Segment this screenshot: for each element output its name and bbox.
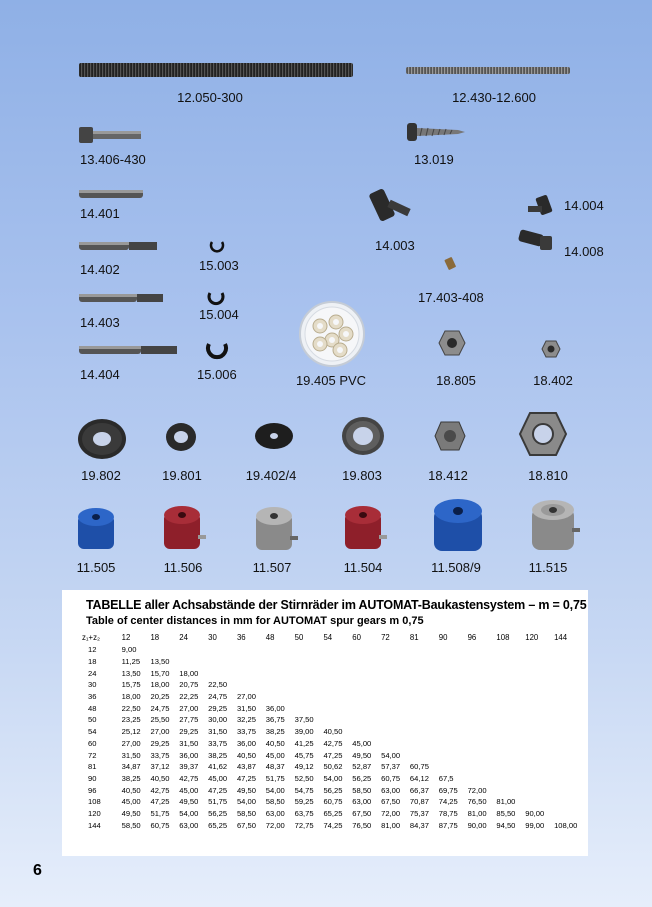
part-label: 12.050-300 <box>177 90 243 105</box>
distance-cell: 63,00 <box>179 820 199 830</box>
distance-cell: 81,00 <box>381 820 401 830</box>
distance-cell: 51,75 <box>265 773 285 783</box>
distance-cell: 87,75 <box>438 820 458 830</box>
distance-cell: 27,00 <box>236 692 256 702</box>
table-header-cell: 108 <box>496 633 510 642</box>
distance-cell: 25,12 <box>121 727 141 737</box>
table-header-cell: 24 <box>179 633 188 642</box>
distance-cell: 43,87 <box>236 762 256 772</box>
distance-cell: 72,00 <box>381 808 401 818</box>
table-row <box>82 691 588 703</box>
e-clip-medium <box>207 290 225 306</box>
distance-cell: 54,00 <box>323 773 343 783</box>
distance-cell: 42,75 <box>179 773 199 783</box>
distance-cell: 42,75 <box>150 785 170 795</box>
table-header-cell: 12 <box>121 633 131 642</box>
distance-cell: 54,75 <box>294 785 314 795</box>
distance-cell: 81,00 <box>467 808 487 818</box>
hub-blue-large <box>430 497 486 555</box>
washer-thin <box>253 420 295 452</box>
row-label-cell: 96 <box>88 785 97 795</box>
distance-cell: 36,00 <box>179 750 199 760</box>
distance-cell: 36,00 <box>265 703 285 713</box>
distance-cell: 47,25 <box>150 797 170 807</box>
distance-cell: 63,75 <box>294 808 314 818</box>
part-label: 12.430-12.600 <box>452 90 536 105</box>
e-clip-large <box>205 340 229 360</box>
part-label: 19.802 <box>81 468 121 483</box>
distance-cell: 84,37 <box>409 820 429 830</box>
distance-cell: 20,25 <box>150 692 170 702</box>
distance-cell: 29,25 <box>179 727 199 737</box>
hex-nut-large <box>518 411 568 457</box>
distance-cell: 38,25 <box>121 773 141 783</box>
row-label-cell: 144 <box>88 820 101 830</box>
hub-silver <box>252 504 300 554</box>
distance-cell: 36,00 <box>236 738 256 748</box>
distance-cell: 45,00 <box>179 785 199 795</box>
table-row <box>82 738 588 750</box>
washer-medium <box>164 421 198 453</box>
distance-cell: 54,00 <box>381 750 401 760</box>
axle-threaded <box>78 240 158 252</box>
row-label-cell: 50 <box>88 715 97 725</box>
part-label: 13.406-430 <box>80 152 146 167</box>
distance-cell: 32,25 <box>236 715 256 725</box>
distance-cell: 49,50 <box>121 808 141 818</box>
distance-cell: 48,37 <box>265 762 285 772</box>
distance-cell: 60,75 <box>409 762 429 772</box>
part-label: 14.402 <box>80 262 120 277</box>
pvc-box-with-washers <box>298 300 366 368</box>
distance-cell: 63,00 <box>381 785 401 795</box>
knurled-knob-small <box>526 194 560 220</box>
knurled-knob-large <box>368 186 414 228</box>
part-label: 18.805 <box>436 373 476 388</box>
distance-cell: 51,75 <box>150 808 170 818</box>
distance-cell: 50,62 <box>323 762 343 772</box>
distance-cell: 41,25 <box>294 738 314 748</box>
distance-cell: 52,87 <box>352 762 372 772</box>
distance-cell: 65,25 <box>208 820 228 830</box>
row-label-cell: 72 <box>88 750 97 760</box>
distance-cell: 9,00 <box>121 645 137 655</box>
distance-cell: 31,50 <box>236 703 256 713</box>
distance-cell: 31,50 <box>179 738 199 748</box>
table-header-cell: 81 <box>409 633 419 642</box>
distance-cell: 72,00 <box>467 785 487 795</box>
part-label: 11.506 <box>163 560 203 575</box>
row-label-cell: 36 <box>88 692 97 702</box>
distance-cell: 27,00 <box>150 727 170 737</box>
distance-cell: 49,50 <box>236 785 256 795</box>
table-row <box>82 644 588 656</box>
distance-cell: 57,37 <box>381 762 401 772</box>
distance-cell: 54,00 <box>236 797 256 807</box>
distance-cell: 36,75 <box>265 715 285 725</box>
distance-cell: 40,50 <box>121 785 141 795</box>
distance-cell: 75,37 <box>409 808 429 818</box>
part-label: 14.401 <box>80 206 120 221</box>
table-header-cell: 144 <box>554 633 568 642</box>
distance-cell: 54,00 <box>265 785 285 795</box>
distance-cell: 33,75 <box>150 750 170 760</box>
part-label: 19.803 <box>342 468 382 483</box>
table-row <box>82 808 588 820</box>
table-row <box>82 773 588 785</box>
distance-cell: 45,75 <box>294 750 314 760</box>
part-label: 18.412 <box>428 468 468 483</box>
table-header-cell: 54 <box>323 633 333 642</box>
distance-cell: 45,00 <box>208 773 228 783</box>
e-clip-small <box>209 239 225 253</box>
distance-cell: 74,25 <box>438 797 458 807</box>
cap-nut <box>433 420 467 452</box>
distance-cell: 85,50 <box>496 808 516 818</box>
distance-cell: 65,25 <box>323 808 343 818</box>
distance-cell: 63,00 <box>352 797 372 807</box>
table-row <box>82 702 588 714</box>
table-row <box>82 679 588 691</box>
distance-cell: 78,75 <box>438 808 458 818</box>
distance-cell: 13,50 <box>150 657 170 667</box>
distance-cell: 23,25 <box>121 715 141 725</box>
distance-cell: 11,25 <box>121 657 141 667</box>
distance-cell: 47,25 <box>208 785 228 795</box>
center-distance-table-panel <box>62 590 588 856</box>
distance-cell: 108,00 <box>554 820 578 830</box>
distance-cell: 40,50 <box>236 750 256 760</box>
distance-cell: 22,50 <box>208 680 228 690</box>
hex-nut-medium <box>438 330 466 356</box>
distance-cell: 49,12 <box>294 762 314 772</box>
distance-cell: 22,25 <box>179 692 199 702</box>
part-label: 14.404 <box>80 367 120 382</box>
distance-cell: 18,00 <box>121 692 141 702</box>
table-title-de: TABELLE aller Achsabstände der Stirnräder im AUTOMAT-Baukastensystem – m = 0,75 <box>86 598 587 612</box>
part-label: 14.003 <box>375 238 415 253</box>
distance-cell: 69,75 <box>438 785 458 795</box>
distance-cell: 72,00 <box>265 820 285 830</box>
distance-cell: 58,50 <box>121 820 141 830</box>
table-row <box>82 796 588 808</box>
distance-cell: 27,00 <box>179 703 199 713</box>
distance-cell: 31,50 <box>208 727 228 737</box>
distance-cell: 74,25 <box>323 820 343 830</box>
table-header-cell: 60 <box>352 633 361 642</box>
part-label: 18.810 <box>528 468 568 483</box>
row-label-cell: 90 <box>88 773 97 783</box>
part-label: 11.515 <box>528 560 568 575</box>
table-header-cell: 120 <box>525 633 539 642</box>
part-label: 19.402/4 <box>245 468 297 483</box>
distance-cell: 24,75 <box>150 703 170 713</box>
table-row <box>82 726 588 738</box>
distance-cell: 90,00 <box>525 808 545 818</box>
table-header-cell: 36 <box>236 633 246 642</box>
distance-cell: 15,70 <box>150 668 170 678</box>
distance-cell: 41,62 <box>208 762 228 772</box>
distance-cell: 56,25 <box>208 808 228 818</box>
distance-cell: 27,00 <box>121 738 141 748</box>
table-header-cell: 50 <box>294 633 304 642</box>
distance-cell: 72,75 <box>294 820 314 830</box>
distance-cell: 20,75 <box>179 680 199 690</box>
distance-cell: 34,87 <box>121 762 141 772</box>
distance-cell: 18,00 <box>179 668 199 678</box>
distance-cell: 40,50 <box>150 773 170 783</box>
distance-cell: 60,75 <box>323 797 343 807</box>
hub-silver-knurled <box>528 498 580 554</box>
row-label-cell: 120 <box>88 808 101 818</box>
threaded-rod-thin <box>405 66 571 76</box>
distance-cell: 66,37 <box>409 785 429 795</box>
distance-cell: 67,5 <box>438 773 454 783</box>
washer-large <box>76 417 128 461</box>
table-row <box>82 819 588 831</box>
table-header-cell: 96 <box>467 633 477 642</box>
part-label: 11.508/9 <box>431 560 481 575</box>
distance-cell: 63,00 <box>265 808 285 818</box>
row-label-cell: 18 <box>88 657 97 667</box>
distance-cell: 38,25 <box>265 727 285 737</box>
distance-cell: 40,50 <box>265 738 285 748</box>
part-label: 18.402 <box>533 373 573 388</box>
distance-cell: 18,00 <box>150 680 170 690</box>
table-row <box>82 656 588 668</box>
distance-cell: 60,75 <box>381 773 401 783</box>
distance-cell: 47,25 <box>323 750 343 760</box>
table-corner-cell: z₁+z₂ <box>82 633 101 642</box>
distance-cell: 31,50 <box>121 750 141 760</box>
table-row <box>82 761 588 773</box>
distance-cell: 15,75 <box>121 680 141 690</box>
page-number: 6 <box>33 862 42 879</box>
wood-screw <box>406 121 466 143</box>
distance-cell: 37,50 <box>294 715 314 725</box>
table-row <box>82 749 588 761</box>
distance-cell: 76,50 <box>352 820 372 830</box>
distance-cell: 94,50 <box>496 820 516 830</box>
distance-cell: 52,50 <box>294 773 314 783</box>
table-header-cell: 72 <box>381 633 390 642</box>
row-label-cell: 108 <box>88 797 101 807</box>
hub-red-medium <box>341 503 389 553</box>
part-label: 15.006 <box>197 367 237 382</box>
table-row <box>82 784 588 796</box>
hex-screw <box>78 125 142 145</box>
table-header-cell: 48 <box>265 633 275 642</box>
distance-cell: 49,50 <box>179 797 199 807</box>
distance-cell: 29,25 <box>208 703 228 713</box>
distance-cell: 39,00 <box>294 727 314 737</box>
distance-cell: 47,25 <box>236 773 256 783</box>
part-label: 19.801 <box>162 468 202 483</box>
hex-nut-small <box>541 340 561 358</box>
part-label: 14.008 <box>564 244 604 259</box>
row-label-cell: 48 <box>88 703 97 713</box>
distance-cell: 33,75 <box>236 727 256 737</box>
row-label-cell: 60 <box>88 738 97 748</box>
distance-cell: 67,50 <box>352 808 372 818</box>
part-label: 15.003 <box>199 258 239 273</box>
part-label: 19.405 PVC <box>295 373 367 388</box>
distance-cell: 37,12 <box>150 762 170 772</box>
distance-cell: 90,00 <box>467 820 487 830</box>
threaded-rod-long <box>78 61 354 79</box>
hub-blue-small <box>74 505 118 553</box>
distance-cell: 54,00 <box>179 808 199 818</box>
distance-cell: 40,50 <box>323 727 343 737</box>
part-label: 14.004 <box>564 198 604 213</box>
distance-cell: 24,75 <box>208 692 228 702</box>
distance-cell: 59,25 <box>294 797 314 807</box>
table-header-cell: 90 <box>438 633 448 642</box>
part-label: 17.403-408 <box>418 290 484 305</box>
table-header-cell: 18 <box>150 633 160 642</box>
distance-cell: 64,12 <box>409 773 429 783</box>
center-distance-table <box>82 631 588 831</box>
axle-long <box>78 344 178 356</box>
part-label: 14.403 <box>80 315 120 330</box>
part-label: 11.505 <box>76 560 116 575</box>
distance-cell: 58,50 <box>236 808 256 818</box>
distance-cell: 49,50 <box>352 750 372 760</box>
distance-cell: 67,50 <box>381 797 401 807</box>
row-label-cell: 30 <box>88 680 97 690</box>
distance-cell: 60,75 <box>150 820 170 830</box>
row-label-cell: 24 <box>88 668 97 678</box>
table-row <box>82 667 588 679</box>
part-label: 11.504 <box>343 560 383 575</box>
part-label: 15.004 <box>199 307 239 322</box>
distance-cell: 25,50 <box>150 715 170 725</box>
distance-cell: 33,75 <box>208 738 228 748</box>
distance-cell: 51,75 <box>208 797 228 807</box>
washer-steel <box>340 415 386 457</box>
part-label: 13.019 <box>414 152 454 167</box>
distance-cell: 81,00 <box>496 797 516 807</box>
distance-cell: 27,75 <box>179 715 199 725</box>
axle-medium <box>78 292 164 304</box>
grub-screw <box>444 256 458 270</box>
distance-cell: 70,87 <box>409 797 429 807</box>
row-label-cell: 54 <box>88 727 97 737</box>
distance-cell: 13,50 <box>121 668 141 678</box>
part-label: 11.507 <box>252 560 292 575</box>
distance-cell: 58,50 <box>352 785 372 795</box>
distance-cell: 29,25 <box>150 738 170 748</box>
distance-cell: 45,00 <box>121 797 141 807</box>
distance-cell: 30,00 <box>208 715 228 725</box>
table-header-cell: 30 <box>208 633 217 642</box>
table-header-row <box>82 631 588 644</box>
distance-cell: 22,50 <box>121 703 141 713</box>
distance-cell: 38,25 <box>208 750 228 760</box>
row-label-cell: 12 <box>88 645 97 655</box>
distance-cell: 99,00 <box>525 820 545 830</box>
distance-cell: 58,50 <box>265 797 285 807</box>
distance-cell: 67,50 <box>236 820 256 830</box>
distance-cell: 42,75 <box>323 738 343 748</box>
distance-cell: 56,25 <box>352 773 372 783</box>
axle-short <box>78 188 144 200</box>
hub-red-small <box>160 503 208 553</box>
table-row <box>82 714 588 726</box>
table-title-en: Table of center distances in mm for AUTOMAT spur gears m 0,75 <box>86 615 424 627</box>
distance-cell: 76,50 <box>467 797 487 807</box>
distance-cell: 56,25 <box>323 785 343 795</box>
distance-cell: 45,00 <box>352 738 372 748</box>
knurled-knob-pin <box>516 228 556 254</box>
distance-cell: 39,37 <box>179 762 199 772</box>
row-label-cell: 81 <box>88 762 97 772</box>
distance-cell: 45,00 <box>265 750 285 760</box>
